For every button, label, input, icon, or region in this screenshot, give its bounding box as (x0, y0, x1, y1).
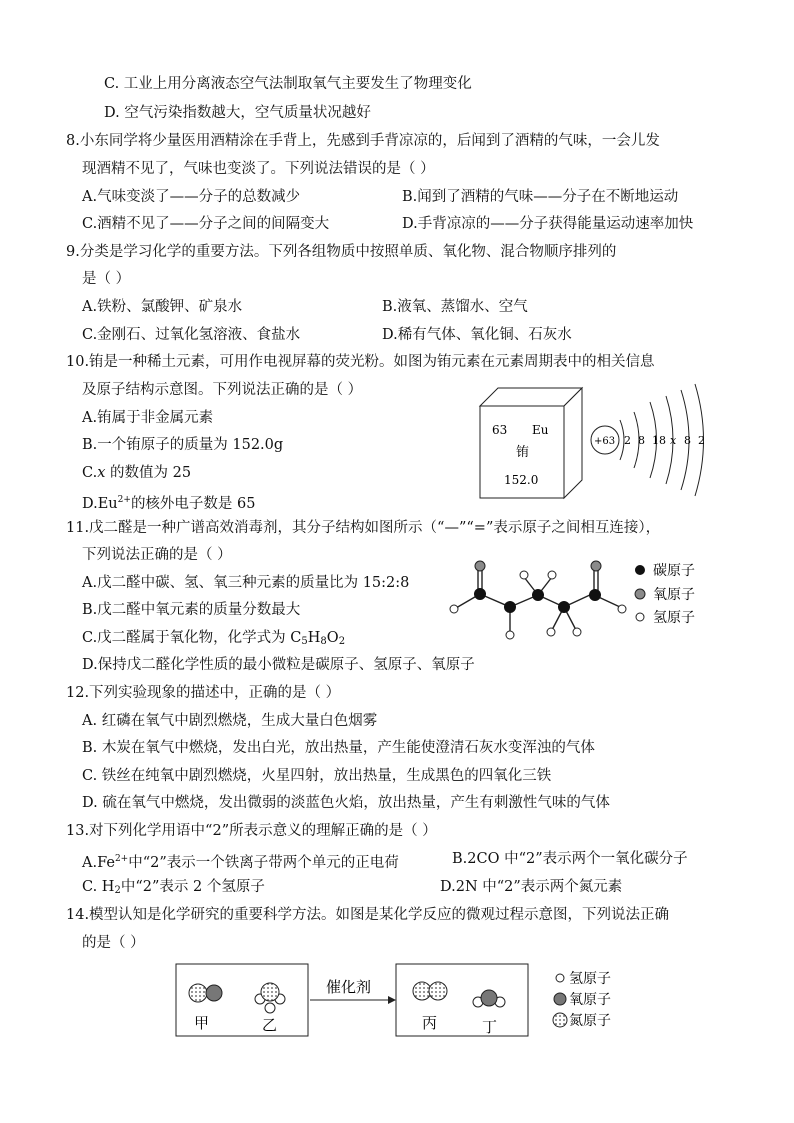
q9-option-b: B.液氧、蒸馏水、空气 (382, 299, 528, 315)
q7-option-c: C. 工业上用分离液态空气法制取氧气主要发生了物理变化 (104, 76, 472, 92)
q11-stem-line1: 11.戊二醛是一种广谱高效消毒剂，其分子结构如图所示（“—”“=”表示原子之间相互连接）， (66, 520, 661, 536)
legend-oxygen-label: 氧原子 (653, 587, 695, 603)
atomic-mass: 152.0 (504, 473, 539, 487)
product-box (396, 964, 528, 1036)
q13-option-d: D.2N 中“2”表示两个氮元素 (440, 879, 623, 895)
legend-hydrogen-label: 氢原子 (569, 971, 611, 987)
label-ding: 丁 (482, 1018, 498, 1036)
q11-option-d: D.保持戊二醛化学性质的最小微粒是碳原子、氢原子、氧原子 (82, 657, 475, 673)
label-yi: 乙 (262, 1016, 278, 1034)
oxygen-atoms (475, 561, 601, 571)
q8-option-a: A.气味变淡了——分子的总数减少 (82, 189, 301, 205)
shell-3: 18 (652, 434, 666, 447)
legend-carbon-label: 碳原子 (653, 563, 695, 579)
q11-stem-line2: 下列说法正确的是（ ） (82, 547, 232, 563)
shell-1: 2 (624, 434, 631, 447)
q9-option-d: D.稀有气体、氧化铜、石灰水 (382, 327, 572, 343)
q14-stem-line1: 14.模型认知是化学研究的重要科学方法。如图是某化学反应的微观过程示意图，下列说法正确 (66, 907, 670, 923)
carbon-atoms (474, 588, 601, 613)
q11-option-a: A.戊二醛中碳、氢、氧三种元素的质量比为 15:2:8 (82, 575, 410, 591)
q12-option-c: C. 铁丝在纯氧中剧烈燃烧，火星四射，放出热量，生成黑色的四氧化三铁 (82, 768, 552, 784)
legend-oxygen-label: 氧原子 (569, 992, 611, 1008)
q8-option-c: C.酒精不见了——分子之间的间隔变大 (82, 216, 330, 232)
hydrogen-atoms (450, 571, 626, 639)
q10-figure (470, 380, 710, 508)
q10-option-d: $D.Eu^{2+}$的核外电子数是 65 (82, 495, 256, 512)
q13-option-c: C. $H_2$中“2”表示 2 个氢原子 (82, 879, 265, 896)
legend-nitrogen-icon (553, 1013, 567, 1027)
arrow-head (388, 996, 396, 1004)
q14-stem-line2: 的是（ ） (82, 935, 145, 951)
q10-stem-line2: 及原子结构示意图。下列说法正确的是（ ） (82, 382, 363, 398)
q10-option-b: B.一个铕原子的质量为 152.0g (82, 437, 284, 453)
q8-option-d: D.手背凉凉的——分子获得能量运动速率加快 (402, 216, 694, 232)
q14-reaction-figure (170, 958, 660, 1042)
q8-stem-line1: 8.小东同学将少量医用酒精涂在手背上，先感到手背凉凉的，后闻到了酒精的气味，一会儿发 (66, 133, 660, 149)
shell-2: 8 (638, 434, 645, 447)
q11-option-b: B.戊二醛中氧元素的质量分数最大 (82, 602, 301, 618)
q10-option-c: C.x 的数值为 25 (82, 465, 192, 481)
element-symbol: Eu (532, 423, 549, 437)
q12-stem: 12.下列实验现象的描述中，正确的是（ ） (66, 685, 341, 701)
q9-option-c: C.金刚石、过氧化氢溶液、食盐水 (82, 327, 301, 343)
shell-5: 8 (684, 434, 691, 447)
q13-stem: 13.对下列化学用语中“2”所表示意义的理解正确的是（ ） (66, 823, 437, 839)
q10-stem-line1: 10.铕是一种稀土元素，可用作电视屏幕的荧光粉。如图为铕元素在元素周期表中的相关信息 (66, 354, 655, 370)
legend-nitrogen-label: 氮原子 (569, 1013, 611, 1029)
q12-option-d: D. 硫在氧气中燃烧，发出微弱的淡蓝色火焰，放出热量，产生有刺激性气味的气体 (82, 795, 610, 811)
q9-option-a: A.铁粉、氯酸钾、矿泉水 (82, 299, 243, 315)
q12-option-b: B. 木炭在氧气中燃烧，发出白光，放出热量，产生能使澄清石灰水变浑浊的气体 (82, 740, 595, 756)
legend-oxygen-icon (635, 589, 645, 599)
legend-oxygen-icon (554, 993, 566, 1005)
element-name: 铕 (516, 445, 530, 460)
q11-molecule-figure (440, 555, 730, 655)
shell-6: 2 (698, 434, 705, 447)
label-bing: 丙 (422, 1014, 438, 1032)
legend-hydrogen-icon (556, 974, 564, 982)
q9-stem-line2: 是（ ） (82, 271, 131, 287)
q9-stem-line1: 9.分类是学习化学的重要方法。下列各组物质中按照单质、氧化物、混合物顺序排列的 (66, 244, 617, 260)
q12-option-a: A. 红磷在氧气中剧烈燃烧，生成大量白色烟雾 (82, 713, 378, 729)
legend-hydrogen-label: 氢原子 (653, 610, 695, 626)
shell-4: x (670, 434, 677, 447)
q13-option-a: $A.Fe^{2+}$中“2”表示一个铁离子带两个单元的正电荷 (82, 854, 399, 871)
q10-option-a: A.铕属于非金属元素 (82, 410, 214, 426)
q7-option-d: D. 空气污染指数越大，空气质量状况越好 (104, 105, 371, 121)
legend-hydrogen-icon (636, 613, 644, 621)
q8-stem-line2: 现酒精不见了，气味也变淡了。下列说法错误的是（ ） (82, 161, 435, 177)
atomic-number: 63 (492, 423, 508, 437)
q8-option-b: B.闻到了酒精的气味——分子在不断地运动 (402, 189, 679, 205)
catalyst-label: 催化剂 (326, 978, 372, 996)
q13-option-b: B.2CO 中“2”表示两个一氧化碳分子 (452, 851, 688, 867)
label-jia: 甲 (194, 1014, 210, 1032)
q11-option-c: C.戊二醛属于氧化物，化学式为 $C_5H_8O_2$ (82, 630, 346, 647)
nuclear-charge: +63 (594, 436, 616, 447)
legend-carbon-icon (635, 565, 645, 575)
